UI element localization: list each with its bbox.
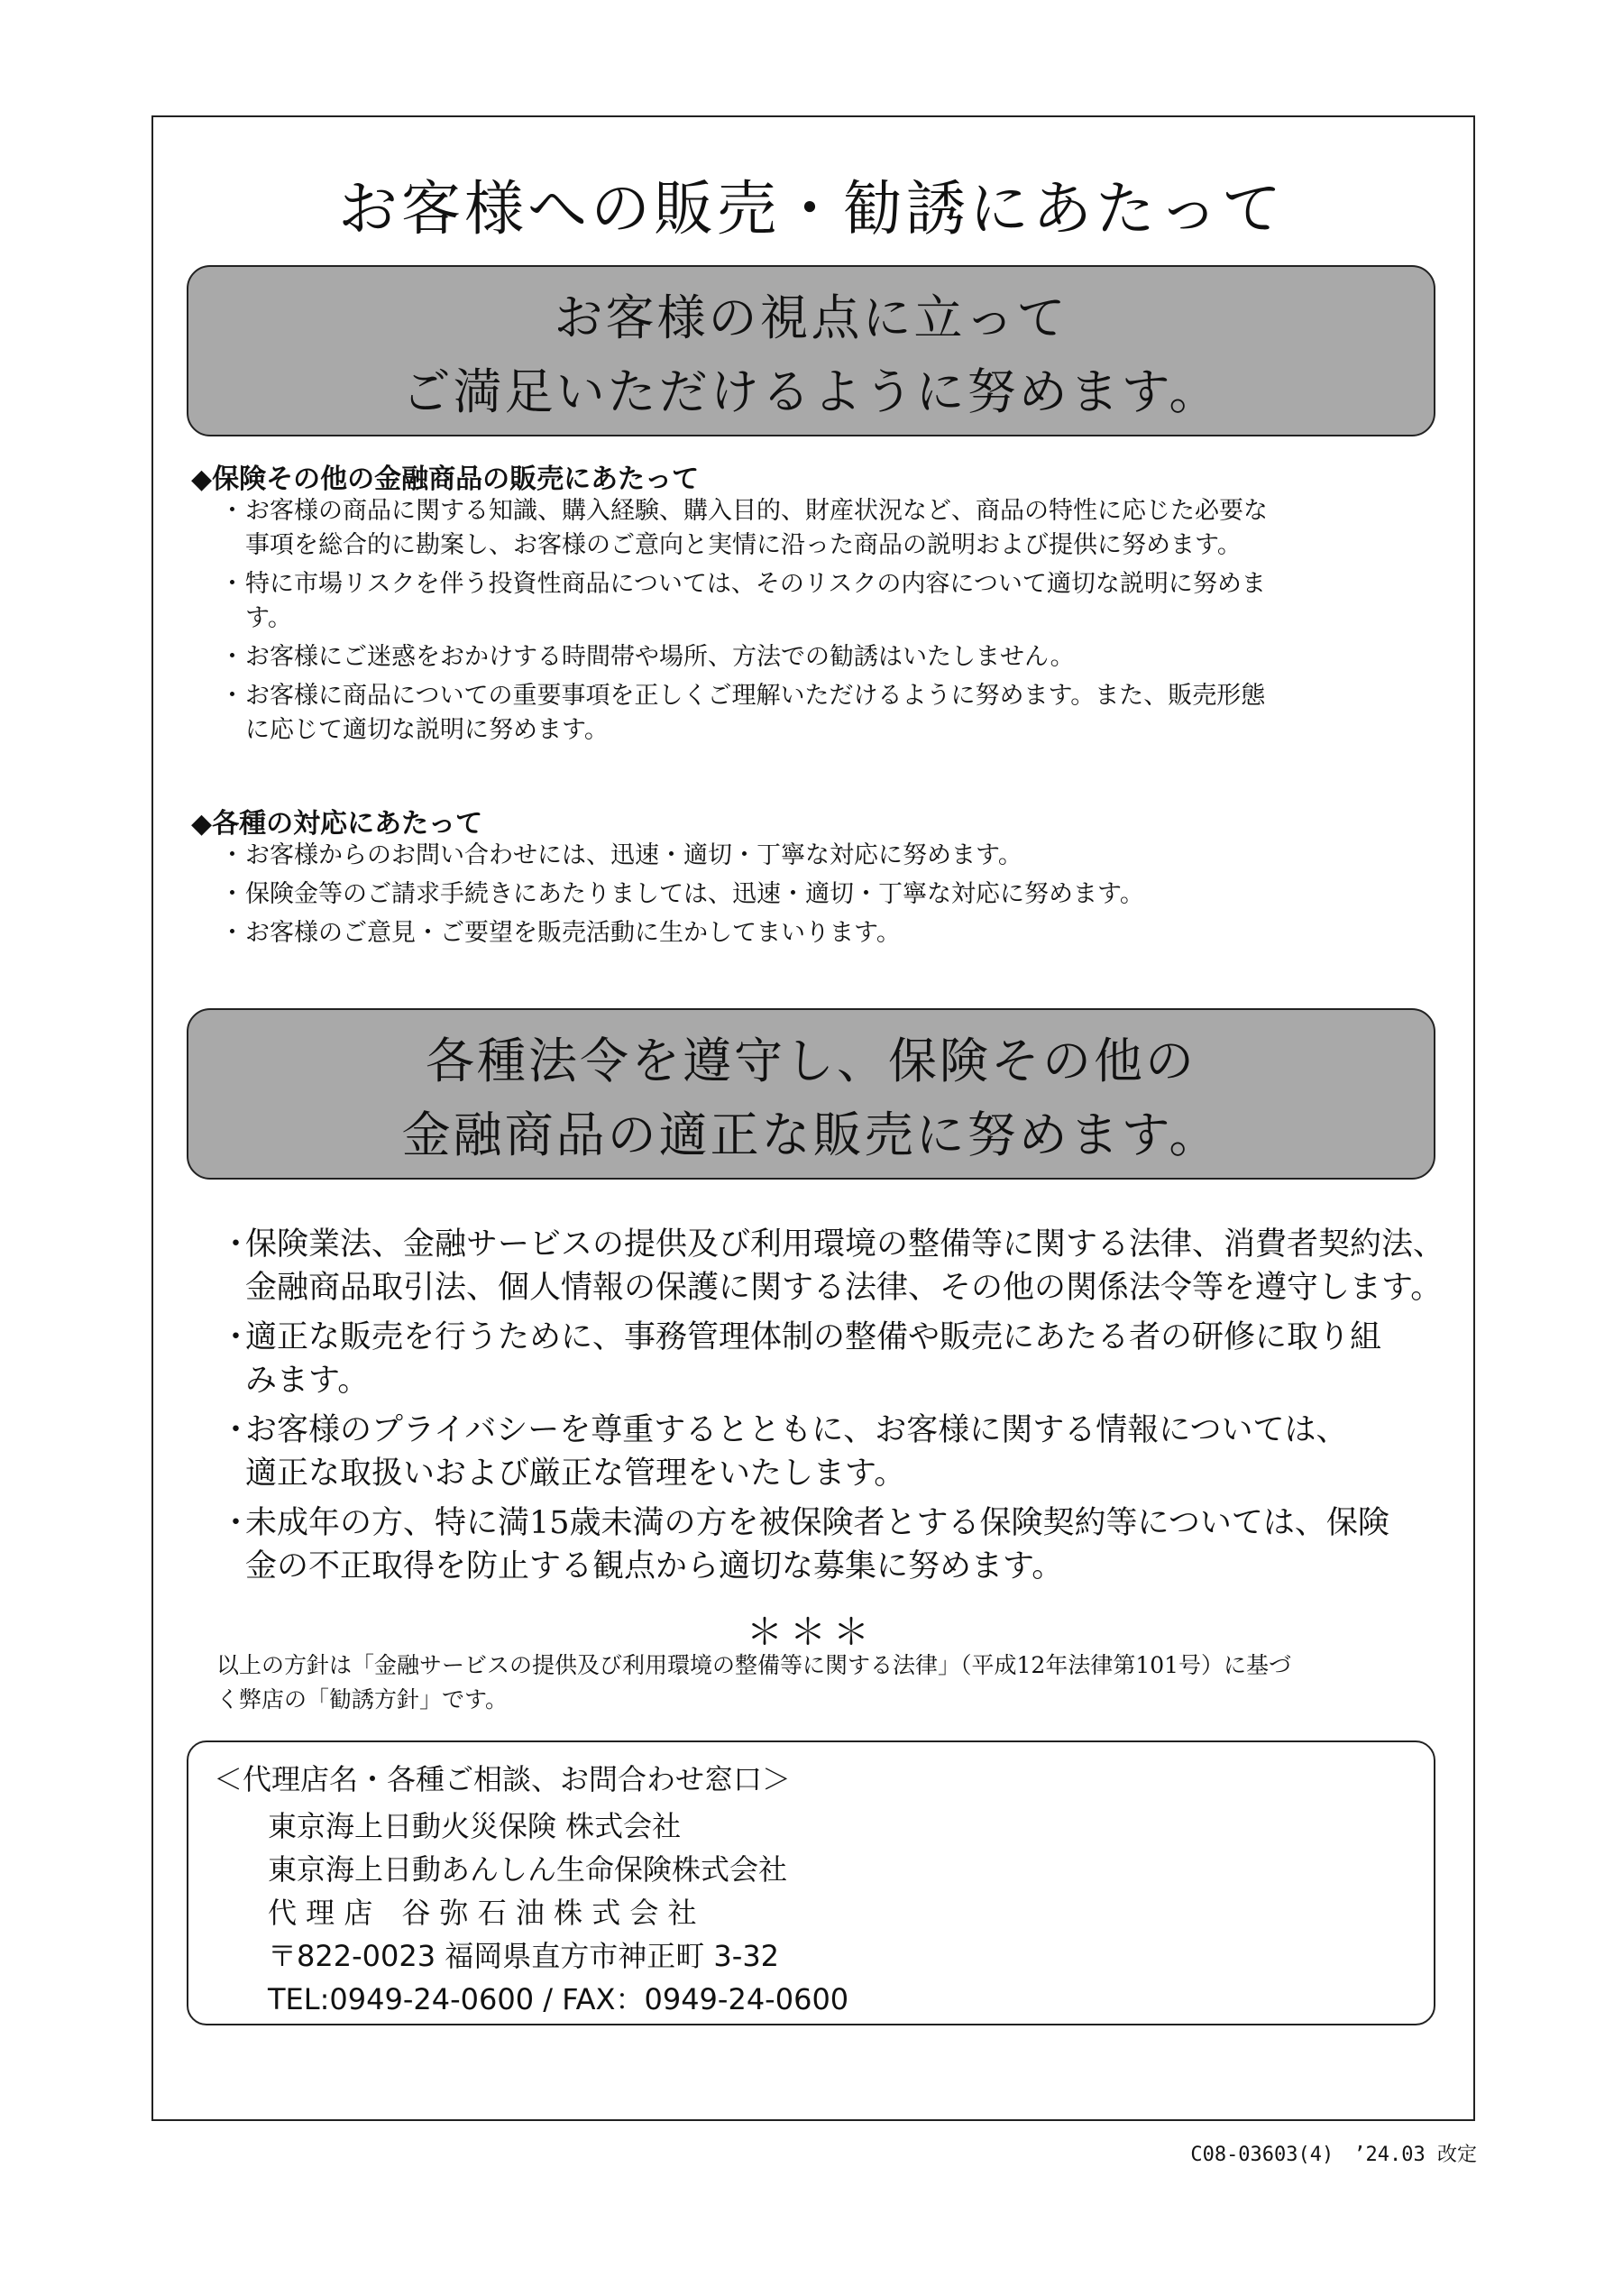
- policy-note: 以上の方針は「金融サービスの提供及び利用環境の整備等に関する法律」（平成12年法律第101号）に基づ く弊店の「勧誘方針」です。: [216, 1652, 1292, 1713]
- banner-customer-viewpoint: [187, 265, 1435, 436]
- list-item: ・ お客様のご意見・ご要望を販売活動に生かしてまいります。: [220, 919, 901, 947]
- list-item: ・ 未成年の方、特に満15歳未満の方を被保険者とする保険契約等については、保険 金の不正取得を防止する観点から適切な募集に努めます。: [220, 1505, 1389, 1584]
- banner-compliance: [187, 1008, 1435, 1180]
- banner-line: 各種法令を遵守し、保険その他の: [426, 1033, 1197, 1089]
- compliance-list: [216, 1223, 1461, 1594]
- banner-line: ご満足いただけるように努めます。: [401, 363, 1221, 420]
- list-item: ・ お客様の商品に関する知識、購入経験、購入目的、財産状況など、商品の特性に応じた必要な 事項を総合的に勘案し、お客様のご意向と実情に沿った商品の説明および提供に努めます。: [220, 497, 1268, 559]
- banner-line: お客様の視点に立って: [554, 289, 1068, 346]
- company-name-1: 東京海上日動火災保険 株式会社: [268, 1809, 682, 1843]
- separator-stars: ＊＊＊: [747, 1612, 876, 1653]
- company-name-2: 東京海上日動あんしん生命保険株式会社: [268, 1852, 788, 1887]
- document-code: C08-03603(4) ’24.03 改定: [1190, 2144, 1477, 2166]
- list-item: ・ お客様からのお問い合わせには、迅速・適切・丁寧な対応に努めます。: [220, 841, 1022, 869]
- list-item: ・ 保険金等のご請求手続きにあたりましては、迅速・適切・丁寧な対応に努めます。: [220, 880, 1144, 908]
- response-policy-list: [220, 839, 1455, 955]
- list-item: ・ お客様にご迷惑をおかけする時間帯や場所、方法での勧誘はいたしません。: [220, 643, 1075, 671]
- phone-fax: TEL:0949-24-0600 / FAX：0949-24-0600: [268, 1982, 849, 2016]
- list-item: ・ 特に市場リスクを伴う投資性商品については、そのリスクの内容について適切な説明に努めま す。: [220, 570, 1266, 632]
- contact-title: ＜代理店名・各種ご相談、お問合わせ窓口＞: [214, 1762, 792, 1796]
- page-title: お客様への販売・勧誘にあたって: [338, 174, 1285, 243]
- list-item: ・ お客様のプライバシーを尊重するとともに、お客様に関する情報については、 適正な取扱いおよび厳正な管理をいたします。: [220, 1412, 1348, 1492]
- address: 〒822-0023 福岡県直方市神正町 3-32: [268, 1939, 780, 1973]
- list-item: ・ お客様に商品についての重要事項を正しくご理解いただけるように努めます。また、販売形態 に応じて適切な説明に努めます。: [220, 682, 1266, 744]
- section-heading-response: ◆各種の対応にあたって: [191, 808, 483, 840]
- sales-policy-list: [220, 494, 1455, 752]
- section-heading-sales: ◆保険その他の金融商品の販売にあたって: [191, 464, 700, 495]
- agency-name: 代 理 店 谷 弥 石 油 株 式 会 社: [268, 1896, 697, 1930]
- list-item: ・ 適正な販売を行うために、事務管理体制の整備や販売にあたる者の研修に取り組 みます。: [220, 1319, 1382, 1399]
- list-item: ・ 保険業法、金融サービスの提供及び利用環境の整備等に関する法律、消費者契約法、 金融商品取引法、個人情報の保護に関する法律、その他の関係法令等を遵守します。: [220, 1226, 1445, 1306]
- contact-box: [187, 1740, 1435, 2025]
- banner-line: 金融商品の適正な販売に努めます。: [401, 1107, 1221, 1163]
